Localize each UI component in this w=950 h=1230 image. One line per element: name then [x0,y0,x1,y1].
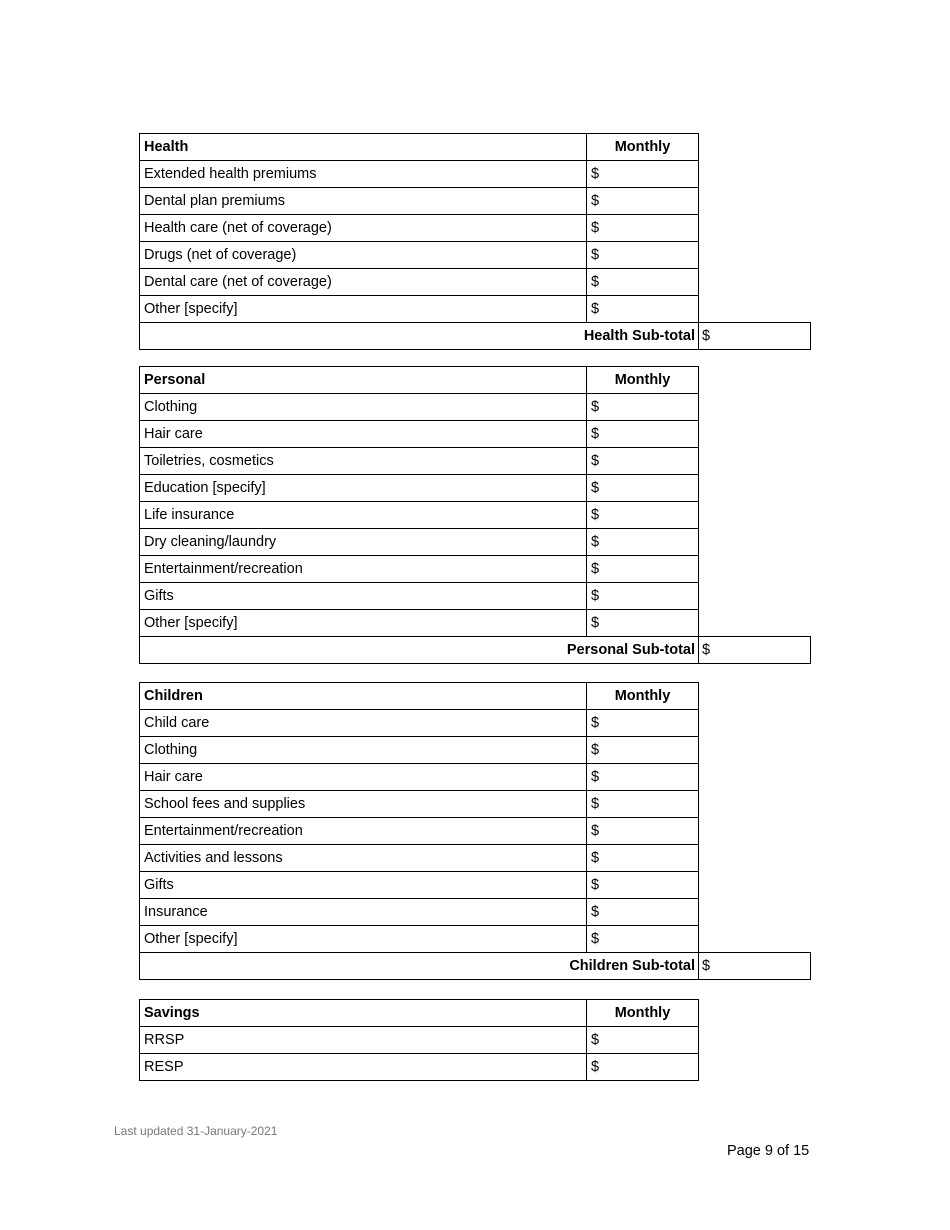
children-subtotal-row [139,952,811,980]
expense-label: Dental plan premiums [140,188,587,215]
amount-field[interactable]: $ [587,1027,699,1054]
table-header-row [140,1000,699,1027]
amount-field[interactable]: $ [587,242,699,269]
expense-label: Health care (net of coverage) [140,215,587,242]
amount-field[interactable]: $ [587,583,699,610]
amount-field[interactable]: $ [587,737,699,764]
amount-field[interactable]: $ [587,610,699,637]
subtotal-label: Children Sub-total [140,953,699,979]
amount-field[interactable]: $ [587,872,699,899]
expense-label: Hair care [140,421,587,448]
personal-table [139,366,699,637]
subtotal-field[interactable]: $ [702,642,711,658]
amount-field[interactable]: $ [587,394,699,421]
expense-label: Life insurance [140,502,587,529]
amount-field[interactable]: $ [587,710,699,737]
health-section [139,133,811,350]
amount-field[interactable]: $ [587,926,699,953]
amount-field[interactable]: $ [587,556,699,583]
expense-label: Entertainment/recreation [140,556,587,583]
table-row [140,269,699,296]
table-row [140,296,699,323]
subtotal-label: Personal Sub-total [140,637,699,663]
table-row [140,1027,699,1054]
savings-table [139,999,699,1081]
expense-label: Clothing [140,394,587,421]
table-row [140,872,699,899]
table-row [140,215,699,242]
section-heading: Health [140,134,587,161]
table-row [140,899,699,926]
amount-field[interactable]: $ [587,899,699,926]
expense-label: Extended health premiums [140,161,587,188]
expense-label: Insurance [140,899,587,926]
section-heading: Savings [140,1000,587,1027]
amount-field[interactable]: $ [587,421,699,448]
subtotal-label: Health Sub-total [140,323,699,349]
table-row [140,556,699,583]
expense-label: Drugs (net of coverage) [140,242,587,269]
table-row [140,583,699,610]
table-row [140,394,699,421]
expense-label: Gifts [140,872,587,899]
amount-field[interactable]: $ [587,529,699,556]
expense-label: Clothing [140,737,587,764]
table-row [140,448,699,475]
last-updated-note: Last updated 31-January-2021 [114,1124,278,1138]
table-row [140,421,699,448]
amount-field[interactable]: $ [587,791,699,818]
expense-label: Entertainment/recreation [140,818,587,845]
amount-field[interactable]: $ [587,296,699,323]
children-table [139,682,699,953]
expense-label: Education [specify] [140,475,587,502]
health-subtotal-row [139,322,811,350]
monthly-column-header: Monthly [587,683,699,710]
amount-field[interactable]: $ [587,502,699,529]
expense-label: Other [specify] [140,610,587,637]
table-row [140,188,699,215]
health-table [139,133,699,323]
table-row [140,242,699,269]
expense-label: Toiletries, cosmetics [140,448,587,475]
amount-field[interactable]: $ [587,448,699,475]
table-header-row [140,367,699,394]
section-heading: Personal [140,367,587,394]
expense-label: Activities and lessons [140,845,587,872]
expense-label: Gifts [140,583,587,610]
table-row [140,610,699,637]
table-row [140,161,699,188]
table-row [140,818,699,845]
amount-field[interactable]: $ [587,269,699,296]
expense-label: RESP [140,1054,587,1081]
table-row [140,475,699,502]
amount-field[interactable]: $ [587,188,699,215]
table-row [140,791,699,818]
section-heading: Children [140,683,587,710]
table-row [140,845,699,872]
table-row [140,1054,699,1081]
expense-label: Other [specify] [140,926,587,953]
table-header-row [140,683,699,710]
monthly-column-header: Monthly [587,367,699,394]
table-row [140,502,699,529]
subtotal-field[interactable]: $ [702,958,711,974]
table-row [140,737,699,764]
amount-field[interactable]: $ [587,161,699,188]
table-row [140,529,699,556]
personal-section [139,366,811,664]
page-number: Page 9 of 15 [727,1143,810,1159]
monthly-column-header: Monthly [587,134,699,161]
amount-field[interactable]: $ [587,215,699,242]
expense-label: School fees and supplies [140,791,587,818]
amount-field[interactable]: $ [587,818,699,845]
amount-field[interactable]: $ [587,764,699,791]
savings-section [139,999,811,1081]
table-row [140,764,699,791]
subtotal-field[interactable]: $ [702,328,711,344]
table-row [140,926,699,953]
personal-subtotal-row [139,636,811,664]
amount-field[interactable]: $ [587,475,699,502]
expense-label: Dry cleaning/laundry [140,529,587,556]
expense-label: Child care [140,710,587,737]
table-row [140,710,699,737]
expense-label: Other [specify] [140,296,587,323]
expense-label: RRSP [140,1027,587,1054]
expense-label: Dental care (net of coverage) [140,269,587,296]
expense-label: Hair care [140,764,587,791]
children-section [139,682,811,980]
amount-field[interactable]: $ [587,1054,699,1081]
table-header-row [140,134,699,161]
monthly-column-header: Monthly [587,1000,699,1027]
amount-field[interactable]: $ [587,845,699,872]
